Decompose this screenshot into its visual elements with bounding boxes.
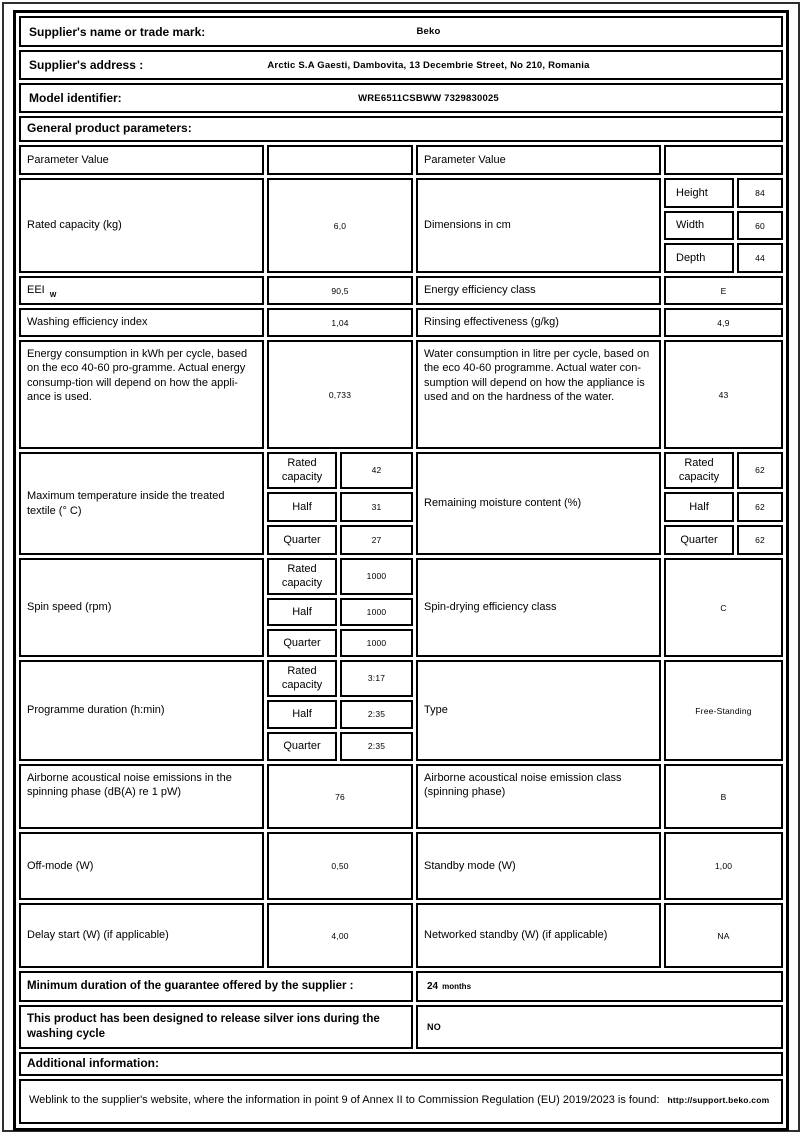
dimensions-label: Dimensions in cm	[416, 178, 661, 273]
dimension-depth-value: 44	[737, 243, 783, 273]
silver-ions-label: This product has been designed to release silver ions during the washing cycle	[19, 1005, 413, 1049]
product-fiche-table	[13, 10, 789, 1131]
max-temp-quarter-row	[267, 525, 413, 555]
max-temp-half-label: Half	[267, 492, 337, 522]
moisture-rated-label: Rated capacity	[664, 452, 734, 489]
duration-quarter-row	[267, 732, 413, 761]
general-parameters-header: General product parameters:	[19, 116, 783, 142]
networked-standby-label: Networked standby (W) (if applicable)	[416, 903, 661, 968]
spin-speed-subtable	[267, 558, 413, 657]
moisture-quarter-value: 62	[737, 525, 783, 555]
spin-quarter-label: Quarter	[267, 629, 337, 657]
weblink-label: Weblink to the supplier's website, where the information in point 9 of Annex II to Commission Regulation (EU) 2019/2023 is found:	[29, 1094, 660, 1106]
max-temp-rated-value: 42	[340, 452, 413, 489]
dimension-width-label: Width	[664, 211, 734, 241]
spin-rated-label: Rated capacity	[267, 558, 337, 595]
model-identifier-label: Model identifier:	[29, 91, 122, 105]
spin-rated-value: 1000	[340, 558, 413, 595]
dimensions-subtable	[664, 178, 783, 273]
column-header-left: Parameter Value	[19, 145, 264, 175]
dimension-height-value: 84	[737, 178, 783, 208]
max-temp-half-row	[267, 492, 413, 522]
silver-ions-row	[19, 1005, 783, 1049]
supplier-address-row	[19, 50, 783, 80]
rated-capacity-row	[19, 178, 783, 273]
type-value: Free-Standing	[664, 660, 783, 761]
max-temp-rated-row	[267, 452, 413, 489]
duration-rated-label: Rated capacity	[267, 660, 337, 697]
noise-row	[19, 764, 783, 829]
max-temp-half-value: 31	[340, 492, 413, 522]
washing-efficiency-row	[19, 308, 783, 337]
duration-half-value: 2:35	[340, 700, 413, 729]
spin-quarter-value: 1000	[340, 629, 413, 657]
dimension-depth-label: Depth	[664, 243, 734, 273]
consumption-row	[19, 340, 783, 449]
standby-value: 1,00	[664, 832, 783, 900]
moisture-half-row	[664, 492, 783, 522]
general-parameters-row	[19, 116, 783, 142]
supplier-name-row	[19, 16, 783, 47]
eei-row	[19, 276, 783, 305]
rinsing-value: 4,9	[664, 308, 783, 337]
spin-half-value: 1000	[340, 598, 413, 626]
column-header-row	[19, 145, 783, 175]
programme-duration-subtable	[267, 660, 413, 761]
max-temp-rated-label: Rated capacity	[267, 452, 337, 489]
noise-class-label: Airborne acoustical noise emission class (spinning phase)	[416, 764, 661, 829]
max-temperature-subtable	[267, 452, 413, 555]
off-mode-row	[19, 832, 783, 900]
moisture-half-label: Half	[664, 492, 734, 522]
moisture-half-value: 62	[737, 492, 783, 522]
energy-class-value: E	[664, 276, 783, 305]
spin-rated-row	[267, 558, 413, 595]
noise-class-value: B	[664, 764, 783, 829]
model-identifier-value: WRE6511CSBWW 7329830025	[358, 92, 499, 104]
spin-speed-label: Spin speed (rpm)	[19, 558, 264, 657]
spin-speed-row	[19, 558, 783, 657]
off-mode-value: 0,50	[267, 832, 413, 900]
eei-value: 90,5	[267, 276, 413, 305]
dimension-height-row	[664, 178, 783, 208]
energy-consumption-value: 0,733	[267, 340, 413, 449]
guarantee-value-cell	[416, 971, 783, 1002]
standby-label: Standby mode (W)	[416, 832, 661, 900]
supplier-name-label: Supplier's name or trade mark:	[29, 24, 206, 39]
eei-label-text: EEI	[27, 284, 45, 297]
supplier-name-value: Beko	[416, 26, 441, 37]
dimension-depth-row	[664, 243, 783, 273]
supplier-address-label: Supplier's address :	[29, 58, 144, 72]
water-consumption-label: Water consumption in litre per cycle, based on the eco 40-60 programme. Actual water con-sumption will depend on how the appliance is used and on the hardness of the water.	[416, 340, 661, 449]
silver-ions-value: NO	[427, 1022, 442, 1032]
delay-start-value: 4,00	[267, 903, 413, 968]
washing-efficiency-label: Washing efficiency index	[19, 308, 264, 337]
noise-emissions-label: Airborne acoustical noise emissions in the spinning phase (dB(A) re 1 pW)	[19, 764, 264, 829]
duration-half-row	[267, 700, 413, 729]
guarantee-unit: months	[442, 982, 472, 991]
additional-info-row	[19, 1052, 783, 1076]
dimension-width-value: 60	[737, 211, 783, 241]
dimension-width-row	[664, 211, 783, 241]
moisture-label: Remaining moisture content (%)	[416, 452, 661, 555]
spin-half-row	[267, 598, 413, 626]
additional-info-header: Additional information:	[19, 1052, 783, 1076]
supplier-name-cell	[19, 16, 783, 47]
max-temperature-label: Maximum temperature inside the treated textile (° C)	[19, 452, 264, 555]
spin-drying-class-value: C	[664, 558, 783, 657]
washing-efficiency-value: 1,04	[267, 308, 413, 337]
duration-half-label: Half	[267, 700, 337, 729]
duration-rated-row	[267, 660, 413, 697]
off-mode-label: Off-mode (W)	[19, 832, 264, 900]
guarantee-row	[19, 971, 783, 1002]
duration-rated-value: 3:17	[340, 660, 413, 697]
moisture-rated-value: 62	[737, 452, 783, 489]
supplier-address-value: Arctic S.A Gaesti, Dambovita, 13 Decembrie Street, No 210, Romania	[267, 59, 590, 71]
duration-quarter-label: Quarter	[267, 732, 337, 761]
max-temp-quarter-value: 27	[340, 525, 413, 555]
supplier-address-cell	[19, 50, 783, 80]
weblink-row	[19, 1079, 783, 1124]
spin-half-label: Half	[267, 598, 337, 626]
spin-drying-class-label: Spin-drying efficiency class	[416, 558, 661, 657]
moisture-rated-row	[664, 452, 783, 489]
silver-ions-value-cell	[416, 1005, 783, 1049]
eei-label	[19, 276, 264, 305]
delay-start-label: Delay start (W) (if applicable)	[19, 903, 264, 968]
moisture-quarter-row	[664, 525, 783, 555]
eei-subscript: W	[49, 291, 57, 299]
dimension-height-label: Height	[664, 178, 734, 208]
max-temp-quarter-label: Quarter	[267, 525, 337, 555]
weblink-cell	[19, 1079, 783, 1124]
moisture-quarter-label: Quarter	[664, 525, 734, 555]
model-identifier-row	[19, 83, 783, 113]
water-consumption-value: 43	[664, 340, 783, 449]
energy-consumption-label: Energy consumption in kWh per cycle, based on the eco 40-60 pro-gramme. Actual energy consump-tion will depend on how the appli-ance is used.	[19, 340, 264, 449]
programme-duration-row	[19, 660, 783, 761]
rinsing-label: Rinsing effectiveness (g/kg)	[416, 308, 661, 337]
duration-quarter-value: 2:35	[340, 732, 413, 761]
rated-capacity-label: Rated capacity (kg)	[19, 178, 264, 273]
model-identifier-cell	[19, 83, 783, 113]
programme-duration-label: Programme duration (h:min)	[19, 660, 264, 761]
moisture-subtable	[664, 452, 783, 555]
column-header-right: Parameter Value	[416, 145, 661, 175]
guarantee-label: Minimum duration of the guarantee offered by the supplier :	[19, 971, 413, 1002]
energy-class-label: Energy efficiency class	[416, 276, 661, 305]
spin-quarter-row	[267, 629, 413, 657]
delay-start-row	[19, 903, 783, 968]
max-temperature-row	[19, 452, 783, 555]
column-header-empty-2	[664, 145, 783, 175]
column-header-empty-1	[267, 145, 413, 175]
guarantee-value: 24	[427, 981, 439, 992]
weblink-url: http://support.beko.com	[667, 1095, 770, 1105]
networked-standby-value: NA	[664, 903, 783, 968]
noise-emissions-value: 76	[267, 764, 413, 829]
type-label: Type	[416, 660, 661, 761]
rated-capacity-value: 6,0	[267, 178, 413, 273]
